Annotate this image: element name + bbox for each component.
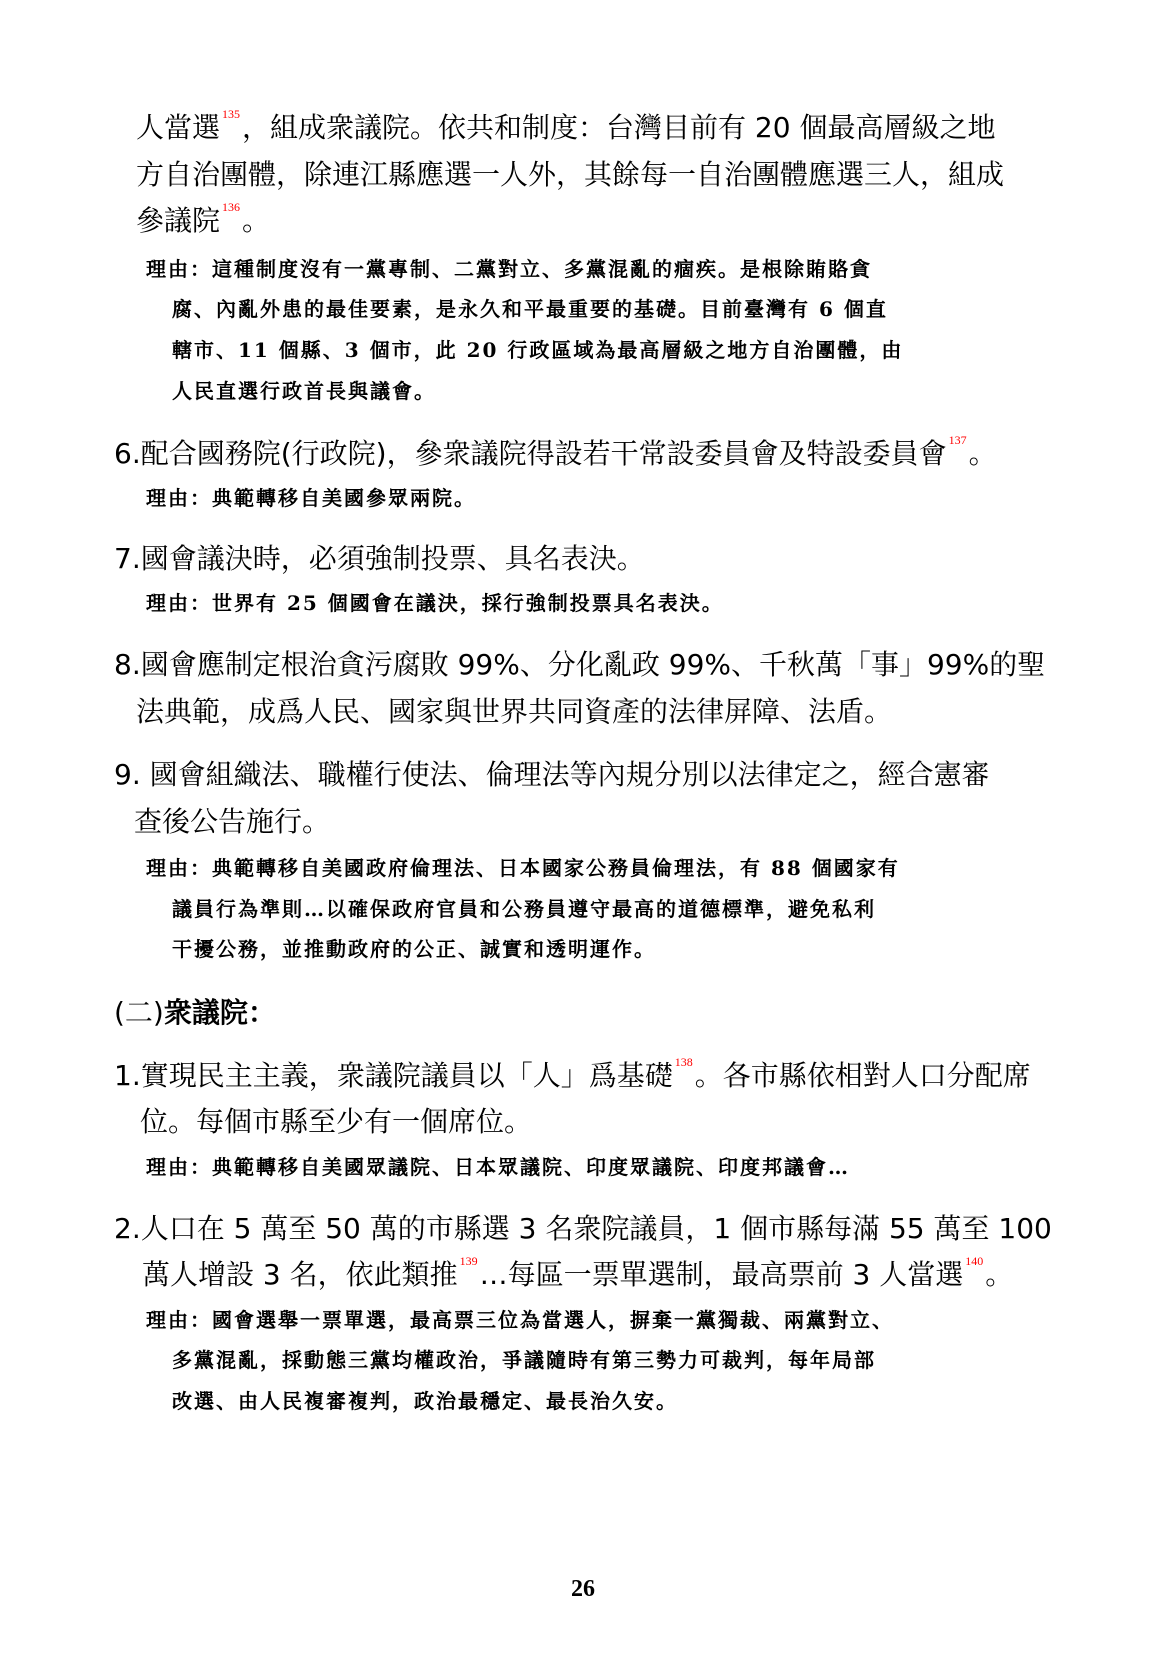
section2-item-2: 2.人口在 5 萬至 50 萬的市縣選 3 名衆院議員，1 個市縣每滿 55 萬至 100 — [114, 1212, 1052, 1245]
reason-line: 干擾公務，並推動政府的公正、誠實和透明運作。 — [172, 937, 656, 961]
text: 。 — [968, 437, 997, 470]
text: 典範轉移自美國眾議院、日本眾議院、印度眾議院、印度邦議會… — [212, 1155, 850, 1179]
reason-line: 轄市、11 個縣、3 個市，此 20 行政區域為最高層級之地方自治團體，由 — [172, 338, 904, 362]
paragraph-line: 方自治團體，除連江縣應選一人外，其餘每一自治團體應選三人，組成 — [136, 158, 1005, 191]
list-item-8-cont: 法典範，成爲人民、國家與世界共同資產的法律屏障、法盾。 — [136, 695, 893, 728]
text: 參議院 — [136, 204, 221, 237]
text: 典範轉移自美國政府倫理法、日本國家公務員倫理法，有 88 個國家有 — [212, 856, 900, 880]
reason-label: 理由：世界 — [146, 591, 256, 615]
text: 萬人增設 3 名，依此類推 — [142, 1258, 458, 1291]
text: 1.實現民主主義，衆議院議員以「人」爲基礎 — [114, 1059, 673, 1092]
text: 。各市縣依相對人口分配席 — [694, 1059, 1031, 1092]
reason-label: 理由： — [146, 856, 212, 880]
footnote-ref[interactable]: 135 — [222, 107, 241, 121]
reason-line — [146, 853, 900, 883]
list-item-6 — [114, 434, 997, 474]
reason-label: 理由： — [146, 257, 212, 281]
footnote-ref[interactable]: 136 — [222, 200, 241, 214]
section2-item-2-cont — [142, 1255, 1013, 1295]
footnote-ref[interactable]: 139 — [459, 1254, 478, 1268]
text: 6.配合國務院(行政院)，參衆議院得設若干常設委員會及特設委員會 — [114, 437, 947, 470]
text: 國會選舉一票單選，最高票三位為當選人，摒棄一黨獨裁、兩黨對立、 — [212, 1308, 894, 1332]
reason-line: 改選、由人民複審複判，政治最穩定、最長治久安。 — [172, 1389, 678, 1413]
reason-line: 人民直選行政首長與議會。 — [172, 379, 436, 403]
footnote-ref[interactable]: 137 — [948, 433, 967, 447]
reason-line — [146, 483, 476, 513]
text: 。 — [985, 1258, 1014, 1291]
reason-line: 多黨混亂，採動態三黨均權政治，爭議隨時有第三勢力可裁判，每年局部 — [172, 1348, 876, 1372]
section-title: 衆議院： — [163, 996, 276, 1029]
reason-label: 理由： — [146, 1308, 212, 1332]
page-number: 26 — [571, 1576, 595, 1602]
reason-line: 腐、內亂外患的最佳要素，是永久和平最重要的基礎。目前臺灣有 6 個直 — [172, 297, 888, 321]
text: 有 25 個國會在議決，採行強制投票具名表決。 — [256, 591, 724, 615]
reason-line: 議員行為準則…以確保政府官員和公務員遵守最高的道德標準，避免私利 — [172, 897, 876, 921]
text: 典範轉移自美國參眾兩院。 — [212, 486, 476, 510]
text: ，組成衆議院。依共和制度：台灣目前有 20 個最高層級之地 — [242, 111, 996, 144]
section-heading — [114, 993, 276, 1033]
section2-item-1-cont: 位。每個市縣至少有一個席位。 — [140, 1105, 533, 1138]
paragraph-line — [136, 108, 995, 148]
reason-line — [146, 588, 724, 618]
text: 人當選 — [136, 111, 221, 144]
reason-label: 理由： — [146, 1155, 212, 1179]
list-item-8: 8.國會應制定根治貪污腐敗 99%、分化亂政 99%、千秋萬「事」99%的聖 — [114, 648, 1046, 681]
reason-line — [146, 254, 872, 284]
text: 這種制度沒有一黨專制、二黨對立、多黨混亂的痼疾。是根除賄賂貪 — [212, 257, 872, 281]
list-item-7: 7.國會議決時，必須強制投票、具名表決。 — [114, 542, 645, 575]
paragraph-line — [136, 201, 270, 241]
section2-item-1 — [114, 1056, 1031, 1096]
footnote-ref[interactable]: 138 — [674, 1055, 693, 1069]
text: …每區一票單選制，最高票前 3 人當選 — [479, 1258, 964, 1291]
footnote-ref[interactable]: 140 — [965, 1254, 984, 1268]
section-number: (二) — [114, 996, 164, 1029]
list-item-9: 9. 國會組織法、職權行使法、倫理法等內規分別以法律定之，經合憲審 — [114, 758, 990, 791]
list-item-9-cont: 查後公告施行。 — [134, 805, 331, 838]
reason-label: 理由： — [146, 486, 212, 510]
text: 。 — [242, 204, 271, 237]
reason-line — [146, 1152, 850, 1182]
reason-line — [146, 1305, 894, 1335]
